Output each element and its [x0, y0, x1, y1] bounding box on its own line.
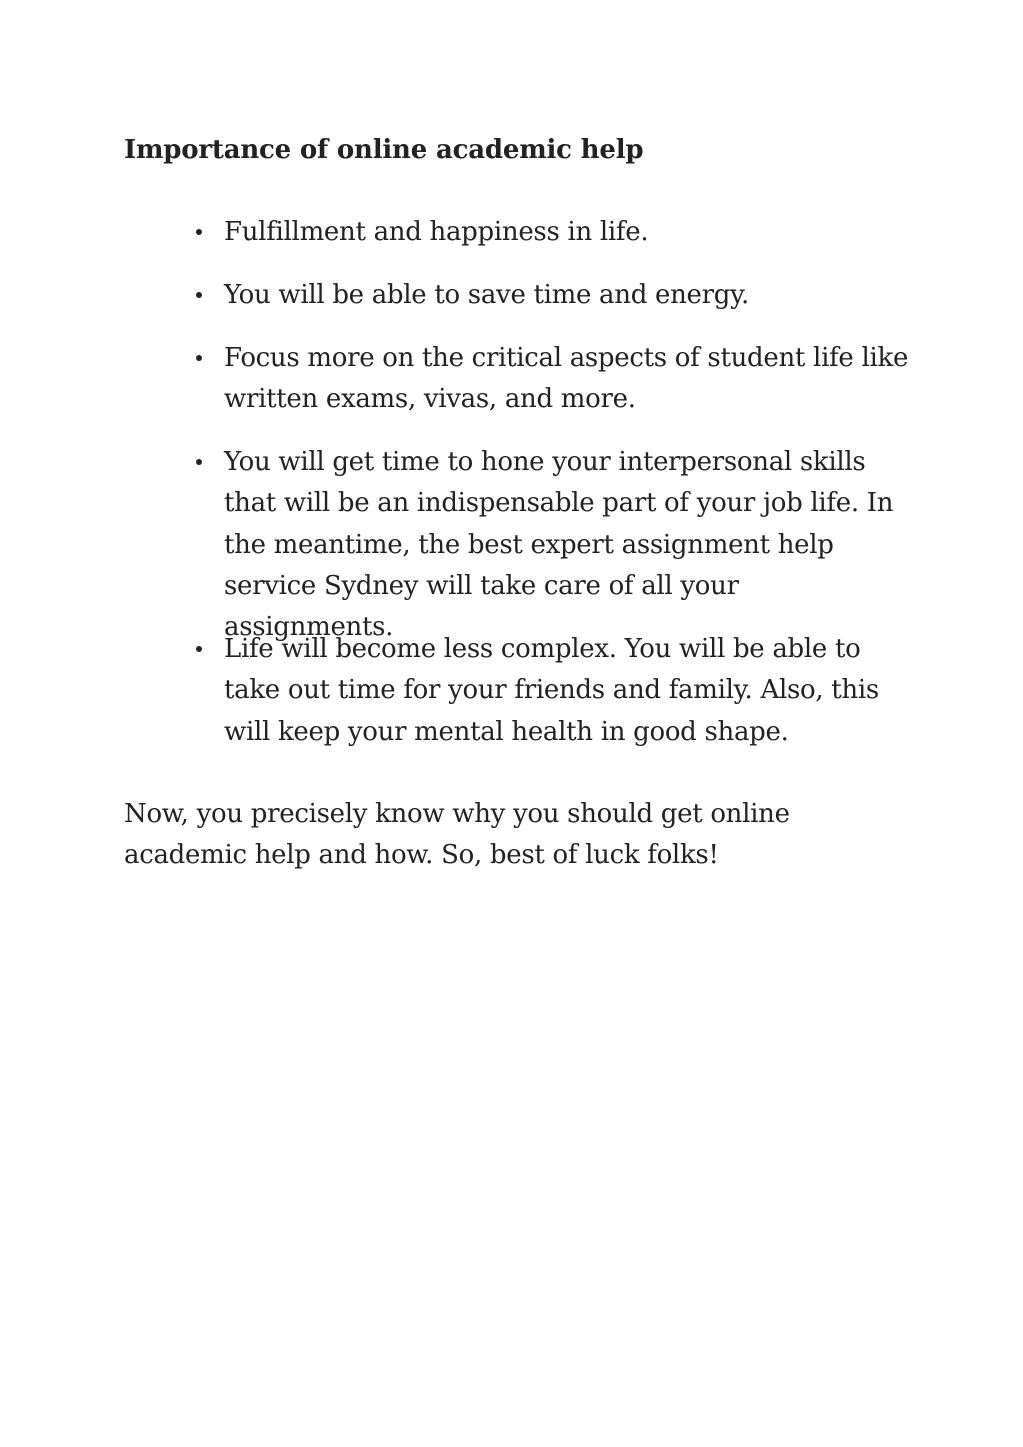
bullet-icon — [196, 646, 202, 652]
list-item-text: You will get time to hone your interpersonal skills that will be an indispensable part of your job life. In the meantime, the best expert assignment help service Sydney will take care of all your assignments. — [224, 447, 894, 643]
list-item — [224, 629, 914, 753]
bullet-icon — [196, 459, 202, 465]
list-item-text: You will be able to save time and energy. — [224, 280, 750, 310]
list-item-text: Focus more on the critical aspects of student life like written exams, vivas, and more. — [224, 343, 909, 415]
bullet-icon — [196, 292, 202, 298]
list-item — [224, 275, 914, 316]
list-item — [224, 212, 914, 253]
closing-paragraph: Now, you precisely know why you should get online academic help and how. So, best of luck folks! — [124, 799, 790, 871]
bullet-icon — [196, 355, 202, 361]
list-item — [224, 442, 914, 648]
bullet-icon — [196, 229, 202, 235]
list-item-text: Fulfillment and happiness in life. — [224, 217, 649, 247]
list-item-text: Life will become less complex. You will be able to take out time for your friends and family. Also, this will keep your mental health in good shape. — [224, 634, 879, 747]
list-item — [224, 338, 914, 421]
section-heading: Importance of online academic help — [124, 135, 644, 165]
